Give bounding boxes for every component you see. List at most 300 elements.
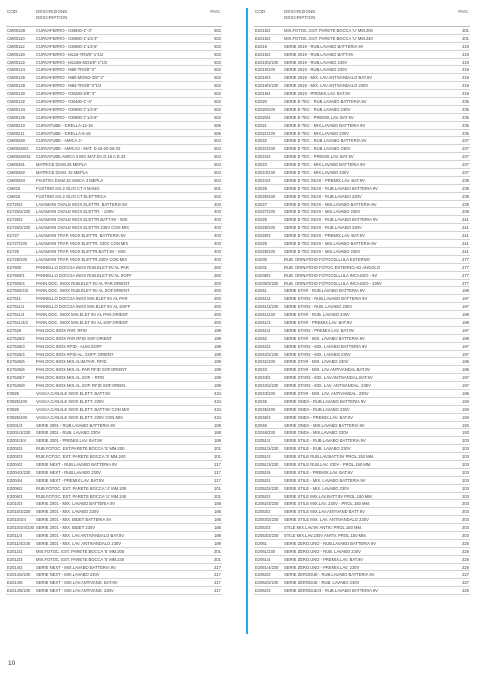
table-row <box>6 319 222 327</box>
item-description: SERIE NEXT - MIX.LAVABO BATTERIA 9V <box>36 564 116 570</box>
item-code: E2004/2 <box>7 461 23 467</box>
item-page: 502 <box>214 43 221 49</box>
item-code: CM00124 <box>7 67 25 73</box>
item-code: CM00263 <box>7 177 25 183</box>
item-code: E2728 <box>7 248 19 254</box>
item-page: 201 <box>214 454 221 460</box>
item-description: PANN.DOC. INOX MIX.ELET 9V AL.SOF.ORIENT <box>36 319 129 325</box>
item-page: 217 <box>214 588 221 594</box>
item-code: E2046/230 <box>255 430 276 436</box>
table-row <box>6 106 222 114</box>
item-code: E2001/3/4 <box>7 438 26 444</box>
item-description: STILE MIX.LAV.9V ANTIV. PROL.150 MM. <box>284 525 363 531</box>
item-code: E2016/2 <box>255 35 271 41</box>
table-row <box>254 161 470 169</box>
item-code: E2014/5/230 <box>7 588 31 594</box>
item-page: 195 <box>462 390 469 396</box>
table-row <box>6 343 222 351</box>
item-description: SERIE 2019 - MIX. LAV.ANTIVANDALO BAT.9V <box>284 75 372 81</box>
item-description: SERIE STAR - RUB. LAVABO 230V <box>284 312 350 318</box>
item-code: E2012/2 <box>7 548 23 554</box>
item-code: E2053/3/230 <box>255 533 279 538</box>
table-row <box>254 374 470 382</box>
item-description: SERIE STAR2 - MIX. LAVABO BATTERIA 9V <box>284 343 367 349</box>
item-description: SERIE ONDA - RUB.LAVABO BATTERIA 9V <box>284 398 366 404</box>
item-page: 219 <box>462 91 469 97</box>
table-row <box>6 177 222 185</box>
item-description: MATRICE DIAM.26 MEPLA <box>36 162 87 168</box>
item-page: 219 <box>462 51 469 57</box>
item-code: E2027 <box>255 201 267 207</box>
item-page: 235 <box>462 106 469 112</box>
table-row <box>6 516 222 524</box>
table-row <box>254 571 470 579</box>
item-description: SERIE STAR2 - MIX. LAVABO 230V <box>284 351 351 357</box>
item-code: CM00136 <box>7 114 25 120</box>
table-row <box>6 366 222 374</box>
item-description: CURVAFERRO - GM200-3/8"-3" <box>36 91 96 97</box>
item-page: 219 <box>462 75 469 81</box>
item-code: E2004/4 <box>7 477 23 483</box>
item-description: SERIE STILE MIX. LAV. ANTIVANDALO 230V <box>284 517 369 523</box>
item-code: E2061 <box>255 540 267 546</box>
table-row <box>6 469 222 477</box>
item-page: 237 <box>462 138 469 144</box>
item-page: 504 <box>214 138 221 144</box>
item-description: SERIE ZERODUE - RUB.LAVABO BATTERIA 9V <box>284 572 375 578</box>
item-description: SERIE STAR - RUB.LAVABO BATTERIA 9V <box>284 288 365 294</box>
item-code: E2028/230 <box>255 225 276 231</box>
item-description: SERIE 2019 - RUB.LAVABO 230V <box>284 59 348 65</box>
item-description: SERIE E-TEC INOX - MIX.LAVABO 230V <box>284 209 361 215</box>
item-code: E3925/230 <box>7 398 28 404</box>
item-page: 203 <box>462 469 469 475</box>
item-code: CM00261 <box>7 162 25 168</box>
item-code: E2019 <box>255 43 267 49</box>
item-page: 403 <box>214 256 221 262</box>
item-page: 225 <box>462 556 469 562</box>
item-page: 235 <box>462 99 469 105</box>
table-row <box>254 485 470 493</box>
table-row <box>6 256 222 264</box>
table-row <box>6 500 222 508</box>
table-row <box>254 177 470 185</box>
header-page: PAG. <box>210 9 221 14</box>
item-code: E27511 <box>7 296 21 302</box>
item-code: E2046 <box>255 422 267 428</box>
item-page: 277 <box>462 264 469 270</box>
item-description: PAN.DOC.INOX RFID - ALIM.SOFF <box>36 343 102 349</box>
item-page: 197 <box>462 304 469 310</box>
item-description: RUB.FOTOC. EST. PARETE BOCCA '5' MM.240 <box>36 454 126 460</box>
item-page: 193 <box>462 414 469 420</box>
item-description: CURVAFERRO - GM600-1"1/2-6" <box>36 114 98 120</box>
item-description: RUB.FOTOC. EST. PARETE BOCCA 'U' MM.200 <box>36 485 127 491</box>
item-code: E3926/230 <box>7 414 28 420</box>
header-description: DESCRIZIONE <box>284 9 316 14</box>
item-page: 502 <box>214 28 221 33</box>
item-page: 188 <box>214 430 221 436</box>
item-code: E2051/5 <box>255 469 271 475</box>
item-description: SERIE ONDA - PREMIX.LAV. BAT.9V <box>284 414 353 420</box>
item-description: SERIE 2001 - MIX. LAV.ANTIVANDALO BAT.9V <box>36 533 124 538</box>
item-page: 434 <box>214 414 221 420</box>
item-description: SERIE STILE - MIX. LAVABO 230V <box>284 485 350 491</box>
item-page: 217 <box>214 461 221 467</box>
item-code: E2061/230 <box>255 548 276 554</box>
item-page: 193 <box>462 422 469 428</box>
item-page: 506 <box>214 130 221 136</box>
item-page: 504 <box>214 146 221 152</box>
item-description: SERIE E-TEC - RUB.LAVABO BATTERIA 9V <box>284 138 367 144</box>
item-page: 502 <box>214 83 221 89</box>
item-description: SERIE 2001 - PREMIX.LAV. BAT.9V <box>36 438 103 444</box>
item-description: CURVAFERRO - M116-TR3/8"-1"1/2 <box>36 51 104 57</box>
table-row <box>6 224 222 232</box>
item-code: E2042/2 <box>255 343 271 349</box>
item-page: 203 <box>462 509 469 515</box>
table-row <box>254 540 470 548</box>
column-divider <box>246 8 248 634</box>
table-row <box>254 343 470 351</box>
item-code: E2053/2/230 <box>255 517 279 523</box>
table-row <box>6 327 222 335</box>
item-description: SERIE NEXT - RUB.LAVABO 230V <box>36 469 101 475</box>
item-code: E2052/2/230 <box>255 485 279 491</box>
item-description: CURVAFERRO - M80-MONO-3/8"-2" <box>36 75 105 81</box>
item-code: E2043/2/230 <box>255 383 279 389</box>
table-row <box>6 185 222 193</box>
table-row <box>6 98 222 106</box>
table-row <box>6 571 222 579</box>
item-code: E2043/230 <box>255 390 276 396</box>
item-page: 502 <box>214 91 221 97</box>
item-code: E2045 <box>255 398 267 404</box>
table-row <box>6 311 222 319</box>
header-code: COD. <box>255 9 267 14</box>
table-row <box>254 51 470 59</box>
header-description-en: DESCRIPTION <box>284 15 316 20</box>
item-code: E2020/4 <box>255 114 271 120</box>
table-row <box>6 445 222 453</box>
item-page: 283 <box>214 272 221 278</box>
item-code: CM00128 <box>7 83 25 89</box>
table-row <box>6 556 222 564</box>
item-code: CM00130 <box>7 91 25 97</box>
item-code: E2012/3 <box>7 556 23 562</box>
item-description: CURVATUBE - GRELLA-12-16 <box>36 122 93 128</box>
table-row <box>254 524 470 532</box>
item-description: SERIE E-TEC INOX - MIX.LAVABO BATTERIA 9V <box>284 201 377 207</box>
table-row <box>254 366 470 374</box>
item-page: 239 <box>462 177 469 183</box>
item-description: PANNELLO DOCCIA INOX MIX.ELET 9V AL SOFF <box>36 304 131 310</box>
item-page: 219 <box>462 83 469 89</box>
item-page: 283 <box>214 296 221 302</box>
item-code: E3926 <box>7 406 19 412</box>
item-description: SERIE E-TEC - PREMIX.LAV. BAT.9V <box>284 154 354 160</box>
item-code: E2001/3/230 <box>7 430 31 436</box>
item-page: 502 <box>214 51 221 57</box>
table-row <box>6 422 222 430</box>
table-row <box>254 256 470 264</box>
item-page: 203 <box>462 493 469 499</box>
item-code: E2061/4/230 <box>255 564 279 570</box>
item-code: E27500/4/2 <box>7 288 29 294</box>
table-row <box>254 406 470 414</box>
item-code: E2038/3 <box>255 272 271 278</box>
item-description: LAVAMANI TRAP. INOX ELETTR. 230V CON MIX <box>36 241 129 247</box>
item-description: SERIE STILE RUB.LAV.BATT.9V PROL.150 MM. <box>284 454 375 460</box>
item-page: 189 <box>214 540 221 546</box>
item-page: 504 <box>214 177 221 183</box>
right-column <box>254 8 470 595</box>
table-row <box>6 193 222 201</box>
item-description: MATRICE DIAM. 32 MEPLA <box>36 170 88 176</box>
item-page: 403 <box>214 233 221 239</box>
item-page: 229 <box>462 588 469 594</box>
item-description: CURVATUBE - AMICA 3 - <box>36 138 84 144</box>
item-code: E2006/2 <box>7 485 23 491</box>
item-description: SERIE E-TEC INOX - RUB.LAVABO 230V <box>284 225 362 231</box>
table-row <box>6 248 222 256</box>
item-page: 239 <box>462 201 469 207</box>
item-code: E2726/2/230 <box>7 225 31 231</box>
item-description: SERIE E-TEC INOX - MIX.LAVABO BATTERIA 9V <box>284 241 377 247</box>
item-page: 217 <box>214 580 221 586</box>
item-page: 217 <box>214 564 221 570</box>
item-page: 239 <box>462 185 469 191</box>
item-code: E2041/230 <box>255 312 276 318</box>
item-description: PANN.DOC. INOX RUB.ELET 9V AL PAR.ORIENT <box>36 280 130 286</box>
item-code: E2041/3 <box>255 319 271 325</box>
table-row <box>6 264 222 272</box>
item-code: E2011/4/230 <box>7 540 31 546</box>
table-row <box>6 59 222 67</box>
table-row <box>254 469 470 477</box>
item-page: 188 <box>214 438 221 444</box>
item-description: SERIE E-TEC INOX - PREMIX.LAV. BAT.9V <box>284 177 365 183</box>
table-row <box>6 74 222 82</box>
item-page: 235 <box>462 114 469 120</box>
table-row <box>6 382 222 390</box>
item-page: 241 <box>462 248 469 254</box>
item-page: 502 <box>214 35 221 41</box>
item-page: 403 <box>214 201 221 207</box>
right-table-body <box>254 27 470 595</box>
item-page: 189 <box>214 383 221 389</box>
left-column <box>6 8 222 595</box>
table-row <box>254 27 470 35</box>
item-description: PAN.DOC.INOX MIX.AL.SOF. - RFID <box>36 375 105 381</box>
table-row <box>6 216 222 224</box>
item-page: 189 <box>214 327 221 333</box>
item-description: SERIE STAR - MIX. LAV.ANTIVANDAL.BAT.9V <box>284 367 371 373</box>
item-code: E2010/3/4 <box>7 517 26 523</box>
item-code: CM00110 <box>7 35 25 41</box>
item-code: E2041 <box>255 288 267 294</box>
item-description: LAVAMANI TRAP. INOX ELETTR.230V CON MIX <box>36 256 128 262</box>
item-page: 241 <box>462 217 469 223</box>
item-code: E2004/2/230 <box>7 469 31 475</box>
item-description: SERIE NEXT - MIX.LAVABO 230V <box>36 572 100 578</box>
table-row <box>6 137 222 145</box>
item-description: RUB.FOTOC. EST. PARETE BOCCA 'U' MM.240 <box>36 493 127 499</box>
item-code: E2022 <box>255 138 267 144</box>
item-description: SERIE E-TEC - RUB.LAVABO 230V <box>284 106 351 112</box>
table-row <box>6 303 222 311</box>
table-row <box>254 532 470 540</box>
item-code: E2726/2 <box>7 217 23 223</box>
item-description: SERIE STILE - PREMIX.LAV. BAT.9V <box>284 469 353 475</box>
table-row <box>254 201 470 209</box>
item-page: 189 <box>214 375 221 381</box>
item-page: 283 <box>214 319 221 325</box>
item-page: 197 <box>462 375 469 381</box>
table-row <box>254 287 470 295</box>
table-row <box>6 390 222 398</box>
item-page: 241 <box>462 233 469 239</box>
item-page: 195 <box>462 312 469 318</box>
item-page: 189 <box>214 335 221 341</box>
table-row <box>6 145 222 153</box>
item-page: 227 <box>462 572 469 578</box>
item-page: 225 <box>462 540 469 546</box>
item-code: E2053/2 <box>255 509 271 515</box>
table-row <box>254 303 470 311</box>
item-description: LAVAMANI OVALE INOX ELETTR.BATT.9V - MIX <box>36 217 128 223</box>
item-page: 235 <box>462 130 469 136</box>
table-row <box>254 390 470 398</box>
item-description: VASCA CANALE INOX ELETT. BATT.9V <box>36 390 111 396</box>
item-page: 188 <box>214 509 221 515</box>
table-row <box>6 508 222 516</box>
item-description: SERIE STILE RUB.LAV. 230V - PROL.150 MM. <box>284 461 372 467</box>
item-description: SERIE ZERODUE - RUB. LAVABO 230V <box>284 580 360 586</box>
item-code: E27526/3 <box>7 343 25 349</box>
table-row <box>254 382 470 390</box>
table-row <box>6 43 222 51</box>
item-description: SERIE ZERO.UNO - PREMIX.LAV. 230V <box>284 564 360 570</box>
item-description: SERIE 2001 - RUB. LAVABO 230V <box>36 430 101 436</box>
table-row <box>254 335 470 343</box>
item-code: CM00134 <box>7 106 25 112</box>
item-page: 189 <box>214 351 221 357</box>
item-code: E2042/2/230 <box>255 351 279 357</box>
item-description: RUB. ORINATOIO FOTOC.ESTERNO AD ANGOLO <box>284 264 380 270</box>
item-description: CURVAFERRO - M84-TR3/8"-2"1/2 <box>36 83 102 89</box>
item-page: 188 <box>214 525 221 531</box>
item-description: PAN.DOC.INOX PAR. RFID <box>36 327 88 333</box>
item-description: SERIE E-TEC - MIX.LAVABO BATTERIA 9V <box>284 122 366 128</box>
item-description: SERIE NEXT - PREMIX.LAV. BAT.9V <box>36 477 105 483</box>
item-page: 239 <box>462 193 469 199</box>
item-page: 201 <box>462 28 469 33</box>
item-code: E2010/3 <box>7 501 23 507</box>
item-code: E27526/6 <box>7 367 25 373</box>
item-page: 201 <box>214 493 221 499</box>
item-page: 201 <box>214 548 221 554</box>
item-page: 239 <box>462 209 469 215</box>
item-description: SERIE 2019 - MIX. LAV.ANTIVANDALO 230V <box>284 83 369 89</box>
item-code: E2014/2 <box>7 564 23 570</box>
item-description: SERIE STILE - RUB.LAVABO BATTERIA 9V <box>284 438 366 444</box>
table-row <box>254 98 470 106</box>
item-description: SERIE STILE MIX.LAV.BATT.9V PROL.150 MM. <box>284 493 373 499</box>
item-code: E2019/230 <box>255 67 276 73</box>
header-description-en: DESCRIPTION <box>36 15 68 20</box>
item-code: CM00211 <box>7 130 25 136</box>
table-row <box>254 169 470 177</box>
item-code: E2002/2 <box>7 446 23 452</box>
item-page: 197 <box>462 327 469 333</box>
table-row <box>254 358 470 366</box>
table-row <box>6 272 222 280</box>
item-code: E2053/3 <box>255 525 271 531</box>
table-row <box>254 493 470 501</box>
item-code: E2041/4 <box>255 327 271 333</box>
item-page: 283 <box>214 280 221 286</box>
item-code: E2015/2 <box>255 28 271 33</box>
item-description: SERIE 2019 - RUB.LAVABO BATTERIA 9V <box>284 43 364 49</box>
item-page: 197 <box>462 343 469 349</box>
table-row <box>254 264 470 272</box>
item-code: E27526/7 <box>7 375 25 381</box>
table-row <box>254 137 470 145</box>
item-description: PANNELLO DOCCIA INOX RUB.ELET 9V AL SOFF <box>36 272 132 278</box>
table-row <box>254 208 470 216</box>
item-description: SERIE 2001 - MIX. LAVABO 230V <box>36 509 99 515</box>
table-row <box>254 90 470 98</box>
item-description: CURVATUBE - AMICA3 - MAT. D.16-20-26-32 <box>36 146 121 152</box>
item-description: SERIE STILE - RUB. LAVABO 230V <box>284 446 351 452</box>
item-description: SERIE 2001 - MIX. BIDET 230V <box>36 525 96 531</box>
item-description: SERIE E-TEC INOX - RUB.LAVABO BATTERIA 9V <box>284 217 378 223</box>
item-code: E2041/2/230 <box>255 304 279 310</box>
item-code: E2051/3/230 <box>255 461 279 467</box>
table-row <box>6 208 222 216</box>
table-row <box>254 43 470 51</box>
table-row <box>254 414 470 422</box>
table-row <box>254 398 470 406</box>
table-row <box>6 280 222 288</box>
item-page: 283 <box>214 304 221 310</box>
header-page: PAG. <box>458 9 469 14</box>
item-description: VASCA CANALE INOX ELETT. BATT.9V CON MIX <box>36 406 130 412</box>
item-description: SERIE STILE MIX.LAV. 230V - PROL.150 MM. <box>284 501 371 507</box>
item-description: CURVAFERRO - GM630-1"-3" <box>36 28 93 33</box>
item-code: E27500/1 <box>7 272 25 278</box>
item-page: 217 <box>214 572 221 578</box>
item-description: SERIE STAR - MIX. LAV. ANTIVANDAL. 230V <box>284 390 369 396</box>
item-description: SERIE E-TEC - MIX.LAVABO BATTERIA 9V <box>284 162 366 168</box>
item-code: E2023 <box>255 162 267 168</box>
item-page: 504 <box>214 154 221 160</box>
item-page: 283 <box>214 288 221 294</box>
item-code: E2019/4 <box>255 91 271 97</box>
item-code: E2062/3 <box>255 588 271 594</box>
item-page: 225 <box>462 548 469 554</box>
item-page: 217 <box>214 469 221 475</box>
item-description: SERIE 2019 - RUB.LAVABO BATT.9V <box>284 51 354 57</box>
item-description: PANNELLO DOCCIA INOX RUB.ELET 9V AL PAR <box>36 264 129 270</box>
item-description: CURVAFERRO - GM400-1"-4" <box>36 99 93 105</box>
item-code: E2019/2/230 <box>255 59 279 65</box>
item-page: 189 <box>214 343 221 349</box>
item-code: E2019/3 <box>255 75 271 81</box>
table-row <box>254 548 470 556</box>
table-row <box>254 351 470 359</box>
